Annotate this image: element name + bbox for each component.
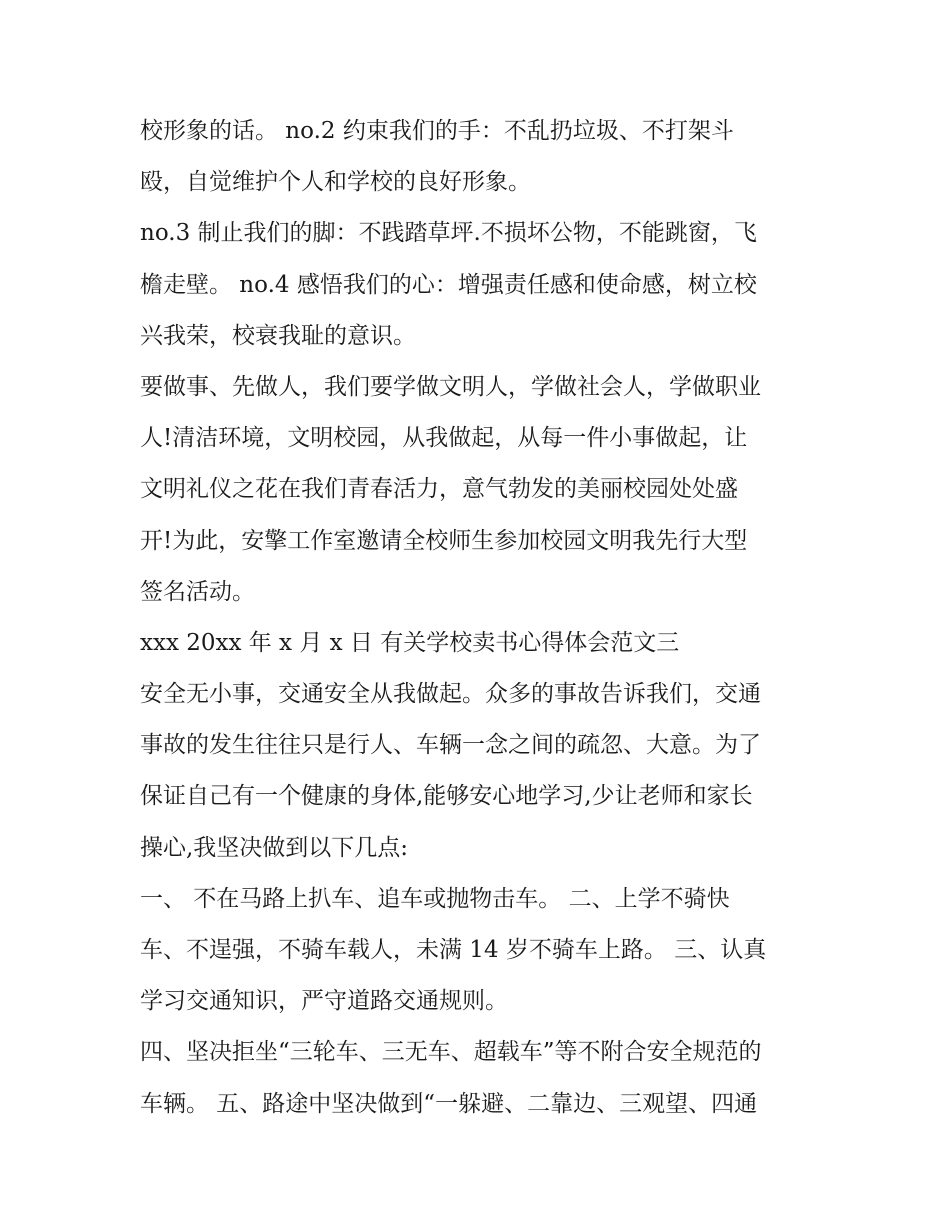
text-line: 操心,我坚决做到以下几点:	[140, 834, 409, 861]
text-line: 事故的发生往往只是行人、车辆一念之间的疏忽、大意。为了	[140, 732, 761, 759]
text-line: 签名活动。	[140, 578, 255, 605]
text-line: 校形象的话。 no.2 约束我们的手：不乱扔垃圾、不打架斗	[140, 118, 734, 144]
text-line: 安全无小事，交通安全从我做起。众多的事故告诉我们，交通	[140, 681, 761, 708]
text-line: 四、坚决拒坐“三轮车、三无车、超载车”等不附合安全规范的	[140, 1039, 762, 1066]
text-line: 车辆。 五、路途中坚决做到“一躲避、二靠边、三观望、四通	[140, 1090, 758, 1117]
text-line: no.3 制止我们的脚：不践踏草坪.不损坏公物，不能跳窗，飞	[140, 220, 757, 247]
text-line: 保证自己有一个健康的身体,能够安心地学习,少让老师和家长	[140, 783, 753, 810]
document-body	[140, 106, 820, 1130]
text-line: 文明礼仪之花在我们青春活力，意气勃发的美丽校园处处盛	[140, 476, 738, 503]
text-line: 车、不逞强，不骑车载人，未满 14 岁不骑车上路。 三、认真	[140, 937, 767, 963]
text-line: 人!清洁环境，文明校园，从我做起，从每一件小事做起，让	[140, 425, 748, 452]
text-line: 开!为此，安擎工作室邀请全校师生参加校园文明我先行大型	[140, 527, 748, 554]
text-line: 要做事、先做人，我们要学做文明人，学做社会人，学做职业	[140, 373, 761, 400]
text-line: 檐走壁。 no.4 感悟我们的心：增强责任感和使命感，树立校	[140, 271, 757, 298]
text-line: 一、 不在马路上扒车、追车或抛物击车。 二、上学不骑快	[140, 885, 730, 912]
text-line: 兴我荣，校衰我耻的意识。	[140, 322, 416, 349]
text-line: 殴，自觉维护个人和学校的良好形象。	[140, 169, 531, 196]
section-heading: xxx 20xx 年 x 月 x 日 有关学校卖书心得体会范文三	[140, 629, 680, 656]
text-line: 学习交通知识，严守道路交通规则。	[140, 988, 508, 1015]
